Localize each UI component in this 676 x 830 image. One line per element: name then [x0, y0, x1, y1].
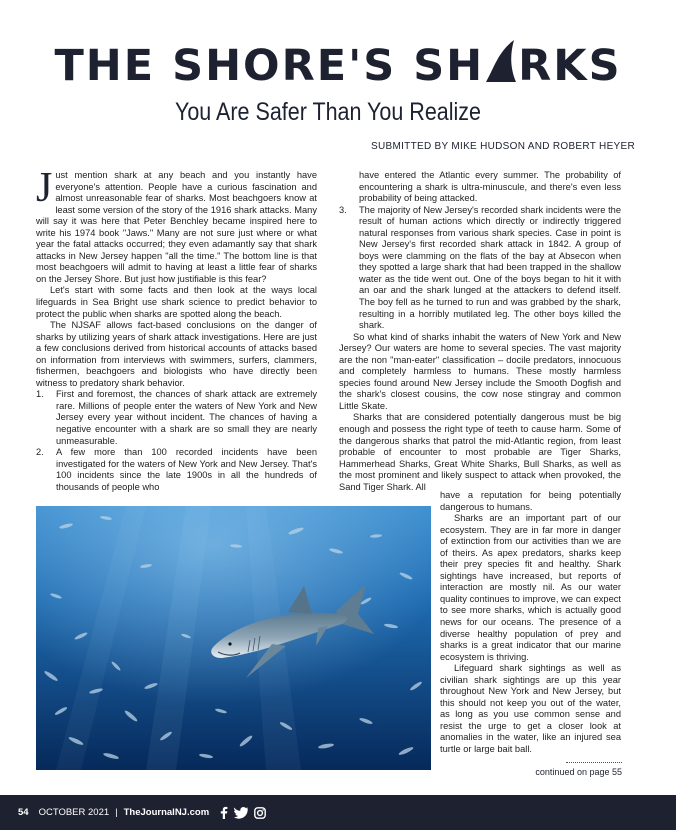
website-link[interactable]: TheJournalNJ.com: [123, 807, 210, 818]
footer-separator: |: [115, 807, 118, 818]
continued-note: [532, 762, 622, 777]
continued-text[interactable]: continued on page 55: [535, 767, 622, 777]
drop-cap: J: [36, 165, 53, 211]
issue-date: OCTOBER 2021: [38, 807, 110, 818]
twitter-icon[interactable]: [234, 807, 248, 819]
article-column-3: [440, 490, 621, 756]
shark-photo: [36, 506, 431, 770]
list-text: A few more than 100 recorded incidents have been investigated for the waters of New York and New Jersey. That's 100 incidents since the late 1900s in all the hundreds of thousands of people who: [56, 447, 317, 492]
list-text: First and foremost, the chances of shark attack are extremely rare. Millions of people enter the waters of New York and New Jersey every year without incident. The chances of having a negative encounter with a shark are so small they are nearly unmeasurable.: [56, 389, 317, 446]
title-text-end: RKS: [518, 41, 622, 91]
list-item-2: [36, 447, 317, 493]
article-column-1: [36, 165, 317, 493]
instagram-icon[interactable]: [254, 807, 266, 819]
title-text-start: THE SHORE'S SH: [54, 41, 485, 91]
list-item-1: [36, 389, 317, 447]
list-item-2-continued: [339, 170, 621, 205]
paragraph: So what kind of sharks inhabit the waters of New York and New Jersey? Our waters are home to several species. The vast majority are the non "man-eater" classification – docile predators, innocuous and completely harmless to humans. These mostly harmless species found around New Jersey include the Smooth Dogfish and the shark's closest cousins, the cow nose stingray and common Little Skate.: [339, 331, 621, 411]
list-number: 3.: [339, 204, 347, 215]
byline: SUBMITTED BY MIKE HUDSON AND ROBERT HEYER: [370, 141, 635, 152]
page-number: 54: [18, 807, 29, 818]
paragraph: have a reputation for being potentially dangerous to humans.: [440, 490, 621, 512]
paragraph: Let's start with some facts and then look at the ways local lifeguards in Sea Bright use shark science to predict behavior to protect the public when sharks are spotted along the beach.: [36, 285, 317, 319]
list-number: 1.: [36, 389, 44, 400]
facebook-icon[interactable]: [219, 806, 228, 819]
shark-fin-icon: [484, 44, 518, 84]
paragraph-intro-text: ust mention shark at any beach and you instantly have everyone's attention. People have a curious fascination and almost unreasonable fear of sharks. Most beachgoers know at least some version of the story of the 1916 shark attacks. Many will say it was here that Peter Benchley became inspired here to write his 1974 book "Jaws." Many are not sure just where or what year the fatal attacks occurred; they even adamantly say that shark attacks in New Jersey happen "all the time." The bottom line is that most beachgoers will admit to having at least a little fear of sharks on the Jersey Shore. But just how justifiable is this fear?: [36, 170, 317, 284]
page-footer: [0, 795, 676, 830]
list-text: The majority of New Jersey's recorded shark incidents were the result of human actions which directly or indirectly triggered natural responses from various shark species. Case in point is New Jersey's first recorded shark attack in 1842. A group of boys were clamming on the flats of the bay at Absecon when they spotted a large shark that had been trapped in the shallow water as the tide went out. One of the boys began to hit it with an oar and the shark lunged at the attackers to defend itself. The boy fell as he turned to run and was grabbed by the shark, resulting in a horribly mutilated leg. The other boys killed the shark.: [359, 204, 621, 331]
shark-underwater-image: [36, 506, 431, 770]
paragraph: Sharks are an important part of our ecosystem. They are in far more in danger of extinction from our activities than we are of theirs. As apex predators, sharks keep their prey species fit and healthy. Shark sightings have increased, but reports of interaction are mostly nil. As our water quality continues to improve, we can expect to see more sharks, which is actually good news for our oceans. The presence of a diverse healthy population of prey and sharks is a great indicator that our marine ecosystem is thriving.: [440, 513, 621, 662]
list-text: have entered the Atlantic every summer. The probability of encountering a shark is ultra-minuscule, and there's even less probability of being attacked.: [359, 170, 621, 204]
list-item-3: [339, 205, 621, 332]
article-column-2: [339, 170, 621, 493]
paragraph: The NJSAF allows fact-based conclusions on the danger of sharks by utilizing years of shark attack investigations. Here are just a few conclusions derived from historical accounts of attacks based on information from interviews with swimmers, surfers, clammers, fishermen, beachgoers and biologists who have directly been witness to predatory shark behavior.: [36, 320, 317, 388]
paragraph: Lifeguard shark sightings as well as civilian shark sightings are up this year throughout New York and New Jersey, but this should not keep you out of the water, as long as you use common sense and resist the urge to get a closer look at anomalies in the water, like an injured sea turtle or large bait ball.: [440, 663, 621, 755]
article-subtitle: You Are Safer Than You Realize: [174, 98, 482, 126]
article-title: [0, 36, 676, 96]
list-indent: [339, 170, 359, 205]
paragraph: Sharks that are considered potentially dangerous must be big enough and possess the right type of teeth to cause harm. Some of the dangerous sharks that patrol the mid-Atlantic region, from least probable of encounter to most probable are Tiger Sharks, Hammerhead Sharks, Great White Sharks, Bull Sharks, as well as the most prominent and likely suspect to attack when provoked, the Sand Tiger Shark. All: [339, 412, 621, 492]
list-number: 2.: [36, 447, 44, 458]
dotted-divider: [566, 762, 622, 763]
paragraph-intro: [36, 165, 317, 285]
social-icons: [219, 806, 266, 819]
